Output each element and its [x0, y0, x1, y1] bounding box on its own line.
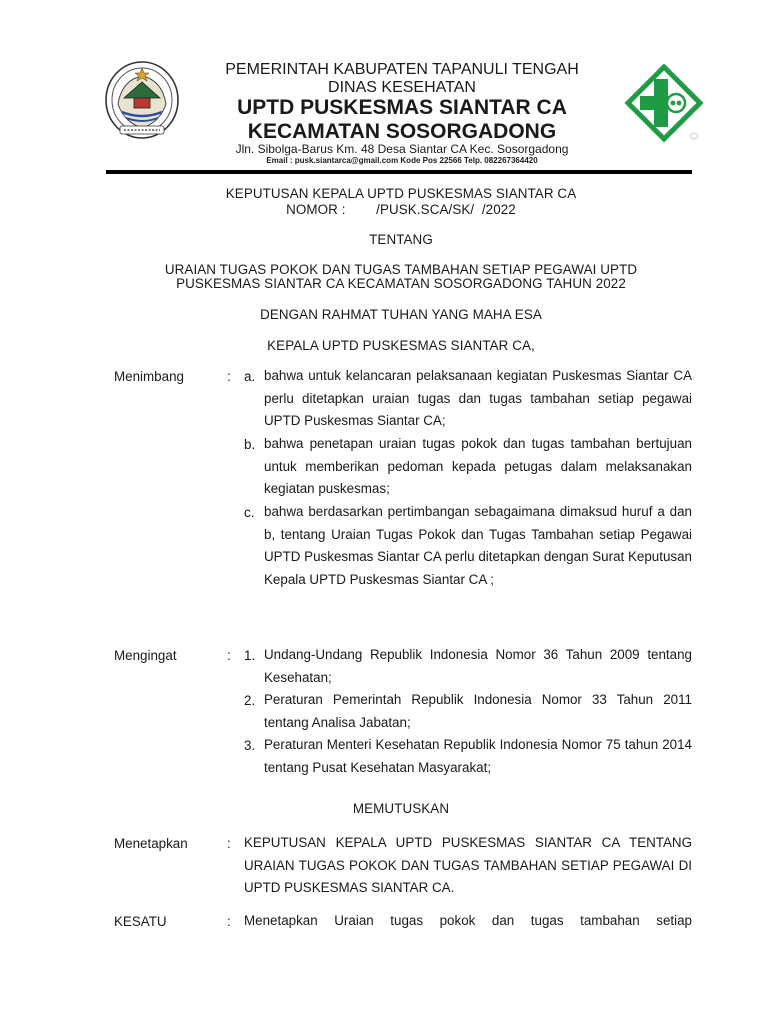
letterhead-divider: [106, 170, 692, 174]
menimbang-item-a: bahwa untuk kelancaran pelaksanaan kegiatan Puskesmas Siantar CA perlu ditetapkan uraian tugas dan tugas tambahan setiap pegawai UPTD Puskesmas Siantar CA;: [264, 368, 692, 429]
decree-subject-line-2: PUSKESMAS SIANTAR CA KECAMATAN SOSORGADONG TAHUN 2022: [176, 276, 626, 291]
decree-subject-line-1: URAIAN TUGAS POKOK DAN TUGAS TAMBAHAN SETIAP PEGAWAI UPTD: [164, 262, 638, 277]
letterhead-address: Jln. Sibolga-Barus Km. 48 Desa Siantar CA Kec. Sosorgadong: [235, 142, 569, 156]
mengingat-item-2: Peraturan Pemerintah Republik Indonesia Nomor 33 Tahun 2011 tentang Analisa Jabatan;: [264, 692, 692, 730]
decree-head: KEPALA UPTD PUSKESMAS SIANTAR CA,: [267, 338, 535, 353]
menetapkan-label: Menetapkan: [114, 836, 188, 851]
regency-coat-of-arms-icon: [104, 60, 180, 142]
letterhead-district: KECAMATAN SOSORGADONG: [247, 120, 557, 143]
letterhead-contact: Email : pusk.siantarca@gmail.com Kode Pos 22566 Telp. 082267364420: [266, 156, 538, 165]
mengingat-colon: :: [227, 648, 231, 663]
menimbang-item-mark: a.: [244, 369, 256, 384]
decision-heading: MEMUTUSKAN: [352, 801, 450, 816]
kesatu-colon: :: [227, 914, 231, 929]
decree-about: TENTANG: [369, 232, 433, 247]
menimbang-item-mark: b.: [244, 437, 256, 452]
letterhead-institution-name: UPTD PUSKESMAS SIANTAR CA: [237, 96, 567, 119]
mengingat-item-mark: 2.: [244, 693, 256, 708]
mengingat-item-3: Peraturan Menteri Kesehatan Republik Indonesia Nomor 75 tahun 2014 tentang Pusat Kesehatan Masyarakat;: [264, 737, 692, 775]
menimbang-colon: :: [227, 369, 231, 384]
menetapkan-text: KEPUTUSAN KEPALA UPTD PUSKESMAS SIANTAR CA TENTANG URAIAN TUGAS POKOK DAN TUGAS TAMBAHAN SETIAP PEGAWAI DI UPTD PUSKESMAS SIANTAR CA.: [244, 835, 692, 896]
decree-blessing: DENGAN RAHMAT TUHAN YANG MAHA ESA: [260, 307, 542, 322]
letterhead-government: PEMERINTAH KABUPATEN TAPANULI TENGAH: [225, 61, 579, 78]
mengingat-item-mark: 3.: [244, 738, 256, 753]
decree-number: NOMOR : /PUSK.SCA/SK/ /2022: [286, 202, 516, 217]
menimbang-item-mark: c.: [244, 505, 255, 520]
mengingat-item-mark: 1.: [244, 648, 256, 663]
mengingat-label: Mengingat: [114, 648, 177, 663]
decree-title: KEPUTUSAN KEPALA UPTD PUSKESMAS SIANTAR CA: [225, 186, 577, 201]
letterhead-department: DINAS KESEHATAN: [328, 79, 476, 96]
menimbang-item-c: bahwa berdasarkan pertimbangan sebagaimana dimaksud huruf a dan b, tentang Uraian Tugas Pokok dan Tugas Tambahan setiap Pegawai UPTD Puskesmas Siantar CA perlu ditetapkan dengan Surat Keputusan Kepala UPTD Puskesmas Siantar CA ;: [264, 504, 693, 588]
menimbang-label: Menimbang: [114, 369, 184, 384]
puskesmas-cross-logo-icon: [624, 64, 704, 146]
menetapkan-colon: :: [227, 836, 231, 851]
mengingat-item-1: Undang-Undang Republik Indonesia Nomor 36 Tahun 2009 tentang Kesehatan;: [264, 647, 692, 685]
menimbang-item-b: bahwa penetapan uraian tugas pokok dan tugas tambahan bertujuan untuk memberikan pedoman kepada petugas dalam melaksanakan kegiatan puskesmas;: [264, 436, 692, 497]
kesatu-label: KESATU: [114, 914, 167, 929]
kesatu-text: Menetapkan Uraian tugas pokok dan tugas tambahan setiap: [244, 913, 692, 928]
